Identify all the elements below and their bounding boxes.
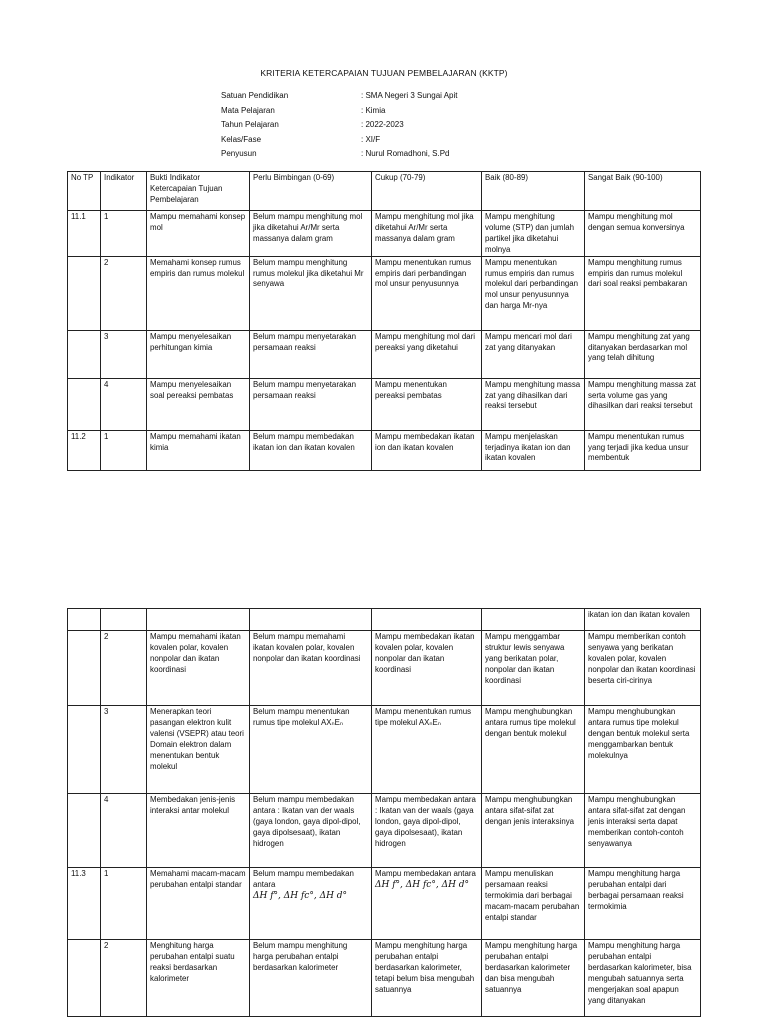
cell-cukup: Mampu menghitung mol dari pereaksi yang diketahui	[372, 330, 482, 378]
cell-indikator: 1	[101, 430, 147, 470]
cell-sangat-baik: Mampu menentukan rumus yang terjadi jika kedua unsur membentuk	[585, 430, 701, 470]
meta-subject	[221, 104, 458, 119]
cell-no-tp	[68, 256, 101, 330]
kktp-table-page-2	[67, 608, 701, 1017]
cell-sangat-baik: Sangat Baik (90-100)	[585, 172, 701, 211]
table-row	[68, 940, 701, 1017]
cell-sangat-baik: Mampu menghitung harga perubahan entalpi dari berbagai persamaan reaksi termokimia	[585, 868, 701, 940]
cell-sangat-baik: Mampu menghubungkan antara sifat-sifat zat dengan jenis interaksi serta dapat memberikan contoh-contoh senyawanya	[585, 794, 701, 868]
cell-sangat-baik: Mampu menghitung rumus empiris dan rumus molekul dari soal reaksi pembakaran	[585, 256, 701, 330]
kktp-table-page-1	[67, 171, 701, 471]
cell-sangat-baik: Mampu memberikan contoh senyawa yang berikatan kovalen polar, kovalen nonpolar dan ikatan koordinasi beserta ciri-cirinya	[585, 631, 701, 706]
cell-indikator: 4	[101, 794, 147, 868]
table-row	[68, 378, 701, 430]
cell-cukup	[372, 609, 482, 631]
cell-indikator: 2	[101, 631, 147, 706]
enthalpy-formula: ΔH f°, ΔH fc°, ΔH d°	[253, 890, 348, 901]
cell-no-tp	[68, 378, 101, 430]
cell-indikator: 4	[101, 378, 147, 430]
cell-cukup: Cukup (70-79)	[372, 172, 482, 211]
cell-baik: Baik (80-89)	[482, 172, 585, 211]
cell-no-tp: 11.2	[68, 430, 101, 470]
cell-sangat-baik: ikatan ion dan ikatan kovalen	[585, 609, 701, 631]
cell-perlu-bimbingan: Perlu Bimbingan (0-69)	[250, 172, 372, 211]
cell-no-tp	[68, 330, 101, 378]
cell-baik: Mampu menghubungkan antara rumus tipe molekul dengan bentuk molekul	[482, 706, 585, 794]
cell-perlu-bimbingan: Belum mampu membedakan ikatan ion dan ikatan kovalen	[250, 430, 372, 470]
cell-no-tp: 11.3	[68, 868, 101, 940]
cell-perlu-bimbingan: Belum mampu menghitung harga perubahan entalpi berdasarkan kalorimeter	[250, 940, 372, 1017]
meta-school	[221, 89, 458, 104]
cell-indikator: 3	[101, 330, 147, 378]
meta-value: : XI/F	[361, 134, 381, 144]
cell-perlu-bimbingan: Belum mampu membedakan antara : Ikatan van der waals (gaya london, gaya dipol-dipol, gaya dipolsesaat), ikatan hidrogen	[250, 794, 372, 868]
cell-no-tp: No TP	[68, 172, 101, 211]
document-title: KRITERIA KETERCAPAIAN TUJUAN PEMBELAJARAN (KKTP)	[260, 68, 508, 78]
cell-bukti: Mampu menyelesaikan perhitungan kimia	[147, 330, 250, 378]
cell-no-tp	[68, 631, 101, 706]
cell-bukti: Mampu memahami ikatan kovalen polar, kovalen nonpolar dan ikatan koordinasi	[147, 631, 250, 706]
cell-cukup: Mampu menentukan rumus tipe molekul AXₙEₙ	[372, 706, 482, 794]
cell-perlu-bimbingan: Belum mampu membedakan antara ΔH f°, ΔH fc°, ΔH d°	[250, 868, 372, 940]
document-meta	[221, 89, 458, 162]
table-row	[68, 868, 701, 940]
cell-indikator: 2	[101, 940, 147, 1017]
meta-label: Kelas/Fase	[221, 134, 262, 144]
cell-no-tp	[68, 609, 101, 631]
cell-perlu-bimbingan: Belum mampu menyetarakan persamaan reaksi	[250, 330, 372, 378]
cell-perlu-bimbingan: Belum mampu memahami ikatan kovalen polar, kovalen nonpolar dan ikatan koordinasi	[250, 631, 372, 706]
cell-baik: Mampu mencari mol dari zat yang ditanyakan	[482, 330, 585, 378]
cell-sangat-baik: Mampu menghitung zat yang ditanyakan berdasarkan mol yang telah dihitung	[585, 330, 701, 378]
cell-bukti: Mampu menyelesaikan soal pereaksi pembatas	[147, 378, 250, 430]
cell-perlu-bimbingan	[250, 609, 372, 631]
table-row	[68, 631, 701, 706]
cell-no-tp	[68, 794, 101, 868]
cell-no-tp	[68, 940, 101, 1017]
table-row	[68, 211, 701, 257]
cell-indikator: 1	[101, 211, 147, 257]
cell-indikator: 1	[101, 868, 147, 940]
cell-sangat-baik: Mampu menghitung mol dengan semua konversinya	[585, 211, 701, 257]
cell-bukti: Memahami macam-macam perubahan entalpi standar	[147, 868, 250, 940]
cell-indikator	[101, 609, 147, 631]
cell-perlu-bimbingan: Belum mampu menghitung mol jika diketahui Ar/Mr serta massanya dalam gram	[250, 211, 372, 257]
meta-label: Penyusun	[221, 149, 257, 158]
cell-indikator: Indikator	[101, 172, 147, 211]
cell-perlu-bimbingan: Belum mampu menghitung rumus molekul jika diketahui Mr senyawa	[250, 256, 372, 330]
cell-bukti: Menghitung harga perubahan entalpi suatu reaksi berdasarkan kalorimeter	[147, 940, 250, 1017]
header-row	[68, 172, 701, 211]
meta-label: Satuan Pendidikan	[221, 91, 289, 100]
cell-cukup: Mampu menghitung mol jika diketahui Ar/Mr serta massanya dalam gram	[372, 211, 482, 257]
cell-cukup: Mampu menghitung harga perubahan entalpi berdasarkan kalorimeter, tetapi belum bisa mengubah satuannya	[372, 940, 482, 1017]
table-row	[68, 706, 701, 794]
meta-label: Tahun Pelajaran	[221, 120, 279, 129]
cell-perlu-bimbingan: Belum mampu menyetarakan persamaan reaksi	[250, 378, 372, 430]
table-row	[68, 609, 701, 631]
cell-bukti: Mampu memahami konsep mol	[147, 211, 250, 257]
meta-label: Mata Pelajaran	[221, 105, 275, 115]
table-row	[68, 794, 701, 868]
cell-sangat-baik: Mampu menghubungkan antara rumus tipe molekul dengan bentuk molekul serta menggambarkan bentuk molekulnya	[585, 706, 701, 794]
cell-cukup: Mampu membedakan antara ΔH f°, ΔH fc°, ΔH d°	[372, 868, 482, 940]
meta-author	[221, 147, 458, 162]
cell-bukti: Memahami konsep rumus empiris dan rumus molekul	[147, 256, 250, 330]
cell-cukup: Mampu membedakan ikatan ion dan ikatan kovalen	[372, 430, 482, 470]
table-row	[68, 330, 701, 378]
cell-bukti: Bukti Indikator Ketercapaian Tujuan Pembelajaran	[147, 172, 250, 211]
cell-indikator: 2	[101, 256, 147, 330]
cell-baik: Mampu menghitung harga perubahan entalpi berdasarkan kalorimeter dan bisa mengubah satuannya	[482, 940, 585, 1017]
cell-baik: Mampu menghitung massa zat yang dihasilkan dari reaksi tersebut	[482, 378, 585, 430]
cell-cukup: Mampu menentukan rumus empiris dari perbandingan mol unsur penyusunnya	[372, 256, 482, 330]
cell-no-tp	[68, 706, 101, 794]
cell-baik: Mampu menggambar struktur lewis senyawa yang berikatan polar, nonpolar dan ikatan koordinasi	[482, 631, 585, 706]
cell-cukup: Mampu menentukan pereaksi pembatas	[372, 378, 482, 430]
meta-value: : Kimia	[361, 105, 386, 115]
meta-value: : 2022-2023	[361, 120, 404, 129]
cell-bukti: Mampu memahami ikatan kimia	[147, 430, 250, 470]
cell-baik: Mampu menjelaskan terjadinya ikatan ion dan ikatan kovalen	[482, 430, 585, 470]
enthalpy-formula: ΔH f°, ΔH fc°, ΔH d°	[375, 879, 470, 890]
cell-baik: Mampu menentukan rumus empiris dan rumus molekul dari perbandingan mol unsur penyusunnya dan harga Mr-nya	[482, 256, 585, 330]
cell-sangat-baik: Mampu menghitung massa zat serta volume gas yang dihasilkan dari reaksi tersebut	[585, 378, 701, 430]
cell-perlu-bimbingan: Belum mampu menentukan rumus tipe molekul AXₙEₙ	[250, 706, 372, 794]
cell-indikator: 3	[101, 706, 147, 794]
cell-baik: Mampu menuliskan persamaan reaksi termokimia dari berbagai macam-macam perubahan entalpi standar	[482, 868, 585, 940]
cell-bukti: Menerapkan teori pasangan elektron kulit valensi (VSEPR) atau teori Domain elektron dalam menentukan bentuk molekul	[147, 706, 250, 794]
cell-baik	[482, 609, 585, 631]
cell-cukup: Mampu membedakan ikatan kovalen polar, kovalen nonpolar dan ikatan koordinasi	[372, 631, 482, 706]
meta-value: : Nurul Romadhoni, S.Pd	[361, 149, 450, 158]
meta-year	[221, 118, 458, 133]
meta-value: : SMA Negeri 3 Sungai Apit	[361, 91, 458, 100]
cell-bukti: Membedakan jenis-jenis interaksi antar molekul	[147, 794, 250, 868]
cell-sangat-baik: Mampu menghitung harga perubahan entalpi berdasarkan kalorimeter, bisa mengubah satuannya serta mengerjakan soal apapun yang ditanyakan	[585, 940, 701, 1017]
cell-baik: Mampu menghitung volume (STP) dan jumlah partikel jika diketahui molnya	[482, 211, 585, 257]
cell-bukti	[147, 609, 250, 631]
cell-cukup: Mampu membedakan antara : Ikatan van der waals (gaya london, gaya dipol-dipol, gaya dipolsesaat), ikatan hidrogen	[372, 794, 482, 868]
cell-no-tp: 11.1	[68, 211, 101, 257]
meta-class	[221, 133, 458, 148]
cell-baik: Mampu menghubungkan antara sifat-sifat zat dengan jenis interaksinya	[482, 794, 585, 868]
table-row	[68, 256, 701, 330]
table-row	[68, 430, 701, 470]
